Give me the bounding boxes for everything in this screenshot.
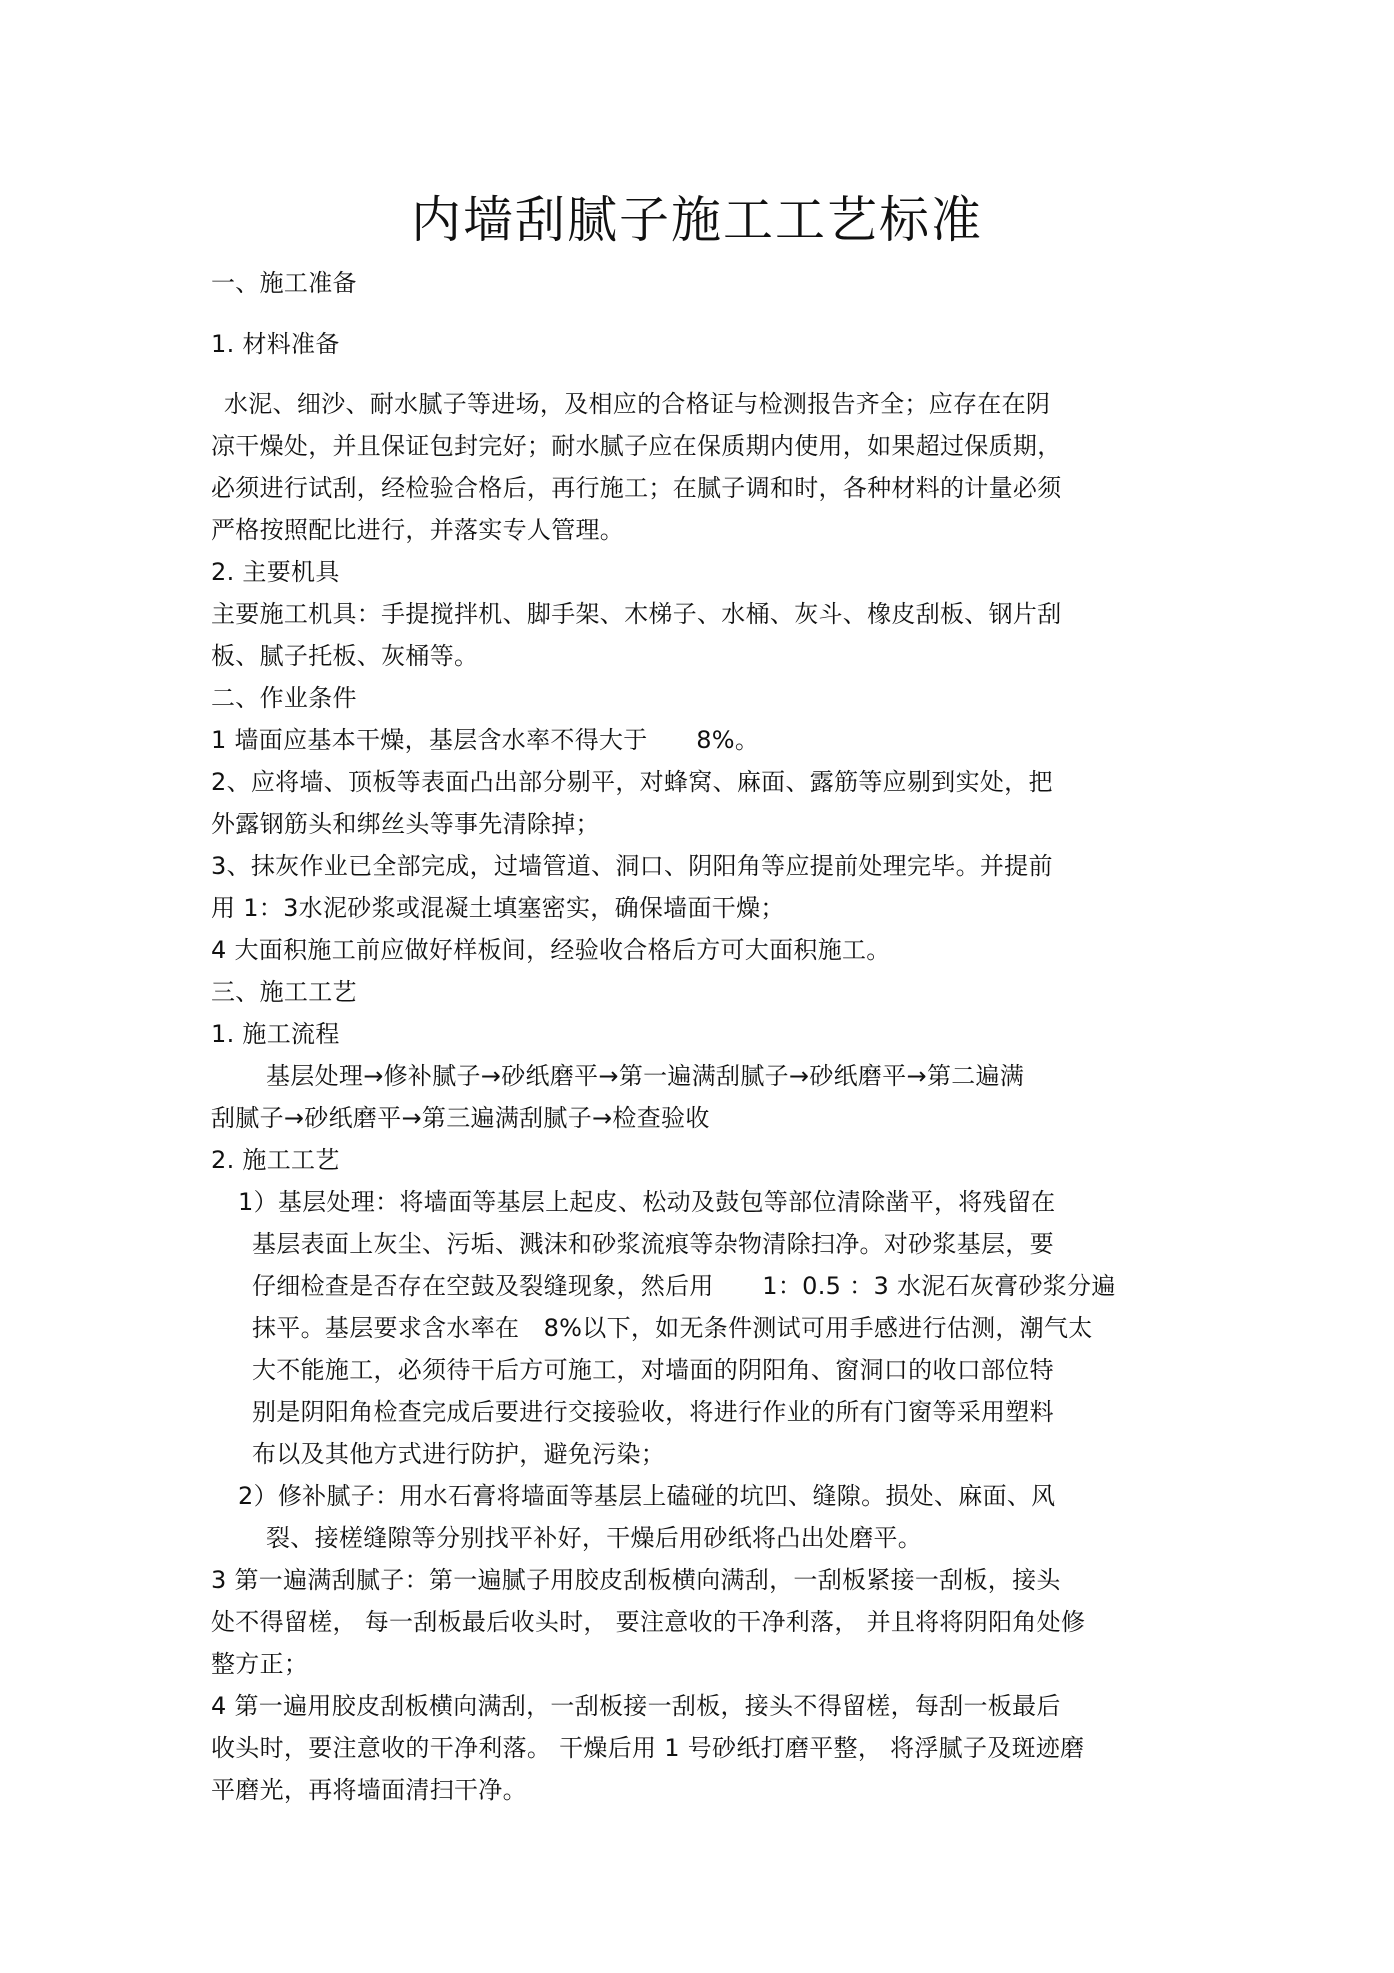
section-heading: 三、施工工艺 <box>211 978 357 1006</box>
paragraph-line: 处不得留槎， 每一刮板最后收头时， 要注意收的干净利落， 并且将将阴阳角处修 <box>211 1608 1086 1636</box>
document-title: 内墙刮腻子施工工艺标准 <box>411 191 983 249</box>
paragraph-line: 用 1：3水泥砂浆或混凝土填塞密实，确保墙面干燥； <box>211 894 785 922</box>
paragraph-line: 整方正； <box>211 1650 309 1678</box>
paragraph-line: 3 第一遍满刮腻子：第一遍腻子用胶皮刮板横向满刮，一刮板紧接一刮板，接头 <box>211 1566 1061 1594</box>
paragraph-line: 2、应将墙、顶板等表面凸出部分剔平，对蜂窝、麻面、露筋等应剔到实处，把 <box>211 768 1053 796</box>
paragraph-line: 刮腻子→砂纸磨平→第三遍满刮腻子→检查验收 <box>211 1104 710 1132</box>
section-heading: 二、作业条件 <box>211 684 357 712</box>
paragraph-line: 1 墙面应基本干燥，基层含水率不得大于 8%。 <box>211 726 760 754</box>
paragraph-line: 裂、接槎缝隙等分别找平补好，干燥后用砂纸将凸出处磨平。 <box>266 1524 923 1552</box>
paragraph-line: 严格按照配比进行，并落实专人管理。 <box>211 516 625 544</box>
paragraph-line: 主要施工机具：手提搅拌机、脚手架、木梯子、水桶、灰斗、橡皮刮板、钢片刮 <box>211 600 1062 628</box>
paragraph-line: 4 大面积施工前应做好样板间，经验收合格后方可大面积施工。 <box>211 936 891 964</box>
paragraph-line: 基层处理→修补腻子→砂纸磨平→第一遍满刮腻子→砂纸磨平→第二遍满 <box>266 1062 1025 1090</box>
subsection-heading: 2. 施工工艺 <box>211 1146 340 1174</box>
subsection-heading: 1. 施工流程 <box>211 1020 340 1048</box>
paragraph-line: 基层表面上灰尘、污垢、溅沫和砂浆流痕等杂物清除扫净。对砂浆基层，要 <box>252 1230 1054 1258</box>
subsection-heading: 1. 材料准备 <box>211 330 340 358</box>
paragraph-line: 板、腻子托板、灰桶等。 <box>211 642 479 670</box>
paragraph-line: 1）基层处理：将墙面等基层上起皮、松动及鼓包等部位清除凿平，将残留在 <box>238 1188 1056 1216</box>
paragraph-line: 水泥、细沙、耐水腻子等进场，及相应的合格证与检测报告齐全；应存在在阴 <box>224 390 1051 418</box>
paragraph-line: 收头时，要注意收的干净利落。 干燥后用 1 号砂纸打磨平整， 将浮腻子及斑迹磨 <box>211 1734 1085 1762</box>
paragraph-line: 3、抹灰作业已全部完成，过墙管道、洞口、阴阳角等应提前处理完毕。并提前 <box>211 852 1053 880</box>
section-heading: 一、施工准备 <box>211 269 357 297</box>
paragraph-line: 抹平。基层要求含水率在 8%以下，如无条件测试可用手感进行估测，潮气太 <box>252 1314 1093 1342</box>
paragraph-line: 布以及其他方式进行防护，避免污染； <box>252 1440 666 1468</box>
paragraph-line: 必须进行试刮，经检验合格后，再行施工；在腻子调和时，各种材料的计量必须 <box>211 474 1062 502</box>
paragraph-line: 2）修补腻子：用水石膏将墙面等基层上磕碰的坑凹、缝隙。损处、麻面、风 <box>238 1482 1056 1510</box>
subsection-heading: 2. 主要机具 <box>211 558 340 586</box>
paragraph-line: 4 第一遍用胶皮刮板横向满刮，一刮板接一刮板，接头不得留槎，每刮一板最后 <box>211 1692 1061 1720</box>
paragraph-line: 大不能施工，必须待干后方可施工，对墙面的阴阳角、窗洞口的收口部位特 <box>252 1356 1054 1384</box>
paragraph-line: 别是阴阳角检查完成后要进行交接验收，将进行作业的所有门窗等采用塑料 <box>252 1398 1054 1426</box>
paragraph-line: 仔细检查是否存在空鼓及裂缝现象，然后用 1：0.5 ：3 水泥石灰膏砂浆分遍 <box>252 1272 1116 1300</box>
paragraph-line: 外露钢筋头和绑丝头等事先清除掉； <box>211 810 600 838</box>
paragraph-line: 平磨光，再将墙面清扫干净。 <box>211 1776 527 1804</box>
paragraph-line: 凉干燥处，并且保证包封完好；耐水腻子应在保质期内使用，如果超过保质期， <box>211 432 1062 460</box>
